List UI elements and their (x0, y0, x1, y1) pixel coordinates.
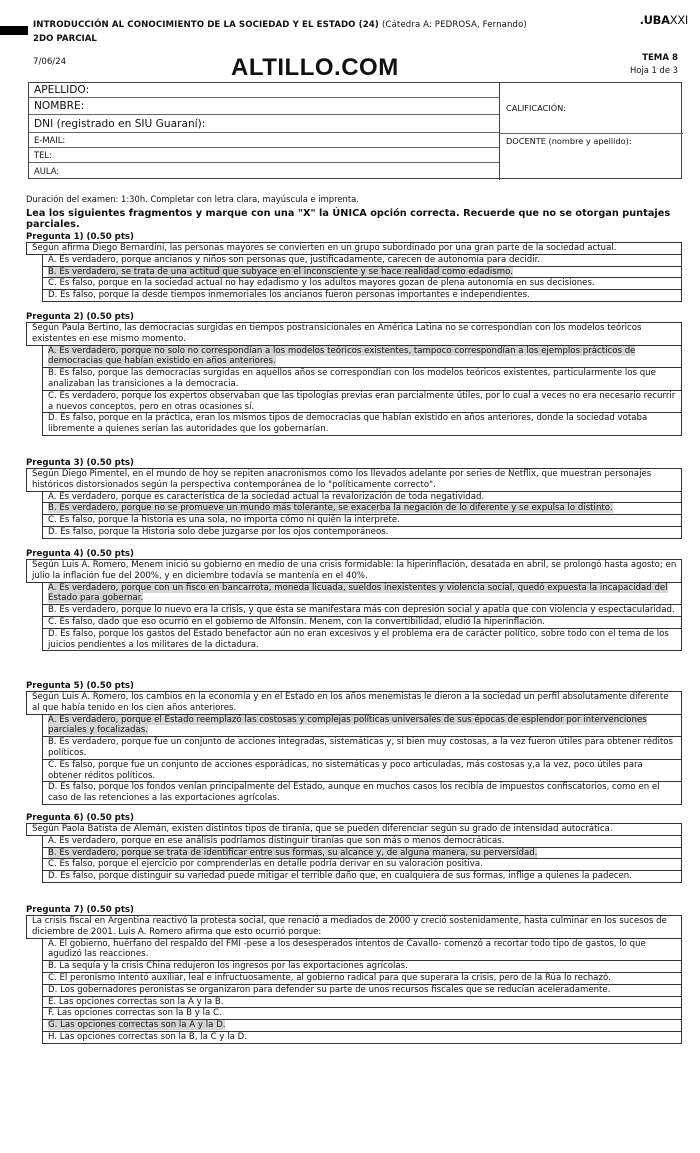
answer-option-text: C. Es verdadero, porque los expertos observaban que las tipologías previas eran parcialmente útiles, por lo cual a veces no era necesario recurrir a nuevos conceptos, pero en otras ocasiones sí. (48, 390, 676, 412)
answer-option-text: C. El peronismo intentó auxiliar, leal e infructuosamente, al gobierno radical para que superara la crisis, pero de la Rúa lo rechazó. (48, 972, 611, 983)
answer-option-text: G. Las opciones correctas son la A y la D. (48, 1020, 226, 1031)
answer-option-text: A. Es verdadero, porque es característica de la sociedad actual la revalorización de toda negatividad. (48, 491, 485, 502)
answer-option-text: F. Las opciones correctas son la B y la C. (48, 1008, 222, 1019)
question-stem: La crisis fiscal en Argentina reactivó la protesta social, que renació a mediados de 2000 y creció sostenidamente, hasta culminar en los sucesos de diciembre de 2001. Luis A. Romero afirma que esto ocurrió porque: (26, 916, 682, 939)
answer-option[interactable] (43, 782, 681, 805)
answer-option-text: C. Es falso, porque fue un conjunto de acciones esporádicas, no sistemáticas y poco articuladas, más costosas y,a la vez, poco útiles para obtener réditos políticos. (48, 759, 643, 781)
question-title: Pregunta 7) (0.50 pts) (26, 905, 682, 916)
answer-option-text: D. Los gobernadores peronistas se organizaron para defender su parte de unos recursos fiscales que se reducían aceleradamente. (48, 984, 611, 995)
answer-option[interactable] (43, 267, 681, 279)
docente-label: DOCENTE (nombre y apellido): (506, 136, 632, 146)
answer-option-text: D. Es falso, porque la desde tiempos inmemoriales los ancianos fueron personas importantes e independientes. (48, 290, 530, 301)
answer-option-text: D. Es falso, porque los gastos del Estado benefactor aún no eran excesivos y el problema era de carácter político, sobre todo con el tema de los juicios pendientes a los militares de la dictadura. (48, 628, 669, 650)
watermark-title: ALTILLO.COM (231, 54, 399, 81)
course-title: INTRODUCCIÓN AL CONOCIMIENTO DE LA SOCIEDAD Y EL ESTADO (24) (Cátedra A: PEDROSA, Fernando) (33, 20, 527, 30)
question-1 (26, 232, 682, 302)
options-list (42, 836, 682, 883)
answer-option[interactable] (43, 871, 681, 883)
exam-type: 2DO PARCIAL (33, 34, 97, 44)
answer-option[interactable] (43, 492, 681, 504)
question-title: Pregunta 6) (0.50 pts) (26, 813, 682, 824)
options-list (42, 715, 682, 805)
answer-option[interactable] (43, 961, 681, 973)
answer-option[interactable] (43, 836, 681, 848)
student-info-form (28, 82, 682, 179)
options-list (42, 346, 682, 436)
answer-option[interactable] (43, 859, 681, 871)
options-list (42, 255, 682, 302)
answer-option-text: C. Es falso, porque el ejercicio por comprenderlas en detalle podría derivar en su valoración positiva. (48, 859, 483, 870)
uba-xxi-logo: .UBAXXI (639, 13, 688, 27)
question-7 (26, 905, 682, 1044)
answer-option-text: A. El gobierno, huérfano del respaldo del FMI -pese a los desesperados intentos de Cavallo- comenzó a recortar todo tipo de gastos, lo que agudizó las reacciones. (48, 938, 646, 960)
question-stem: Según Paola Batista de Alemán, existen distintos tipos de tiranía, que se pueden diferenciar según su grado de intensidad autocrática. (26, 824, 682, 836)
question-stem: Según Luis A. Romero, Menem inició su gobierno en medio de una crisis formidable: la hiperinflación, desatada en abril, se prolongó hasta agosto; en julio la inflación fue del 200%, y en diciembre todavía se mantenía en el 40%. (26, 560, 682, 583)
answer-option-text: A. Es verdadero, porque ancianos y niños son personas que, justificadamente, carecen de autonomía para decidir. (48, 254, 541, 265)
answer-option[interactable] (43, 985, 681, 997)
options-list (42, 492, 682, 539)
answer-option-text: A. Es verdadero, porque con un fisco en bancarrota, moneda licuada, sueldos inexistentes y violencia social, quedó expuesta la incapacidad del Estado para gobernar. (48, 582, 668, 604)
answer-option-text: E. Las opciones correctas son la A y la B. (48, 996, 224, 1007)
answer-option-text: B. Es verdadero, porque fue un conjunto de acciones integradas, sistemáticas y, si bien muy costosas, a la vez fueron útiles para obtener réditos políticos. (48, 737, 673, 758)
tel-field[interactable]: TEL: (29, 148, 499, 163)
question-2 (26, 312, 682, 436)
answer-option[interactable] (43, 848, 681, 860)
answer-option-text: D. Es falso, porque la Historia solo debe juzgarse por los ojos contemporáneos. (48, 526, 389, 537)
answer-option-text: B. La sequía y la crisis China redujeron los ingresos por las exportaciones agrícolas. (48, 961, 408, 972)
question-3 (26, 458, 682, 539)
answer-option[interactable] (43, 515, 681, 527)
answer-option[interactable] (43, 939, 681, 962)
answer-option-text: B. Es falso, porque las democracias surgidas en aquellos años se correspondían con los modelos teóricos existentes, particularmente los que analizaban las transiciones a la democracia. (48, 368, 656, 389)
answer-option-text: D. Es falso, porque los fondos venían principalmente del Estado, aunque en muchos casos los recibía de impuestos confiscatorios, como en el caso de las retenciones a las exportaciones agrícolas. (48, 782, 660, 804)
answer-option-text: C. Es falso, porque la historia es una sola, no importa cómo ni quién la interprete. (48, 515, 400, 526)
question-6 (26, 813, 682, 883)
page-indicator: Hoja 1 de 3 (630, 65, 678, 75)
answer-option-text: D. Es falso, porque en la práctica, eran los mismos tipos de democracias que habían existido en años anteriores, donde la sociedad votaba libremente a quienes serían las autoridades que los gobernarían. (48, 413, 648, 435)
answer-option-text: C. Es falso, porque en la sociedad actual no hay edadismo y los adultos mayores gozan de plena autonomía en sus decisiones. (48, 278, 595, 289)
options-list (42, 583, 682, 652)
email-field[interactable]: E-MAIL: (29, 133, 499, 148)
aula-field[interactable]: AULA: (34, 166, 60, 176)
instructions: Lea los siguientes fragmentos y marque con una "X" la ÚNICA opción correcta. Recuerde que no se otorgan puntajes parciales. (26, 208, 671, 230)
form-divider (499, 83, 500, 180)
answer-option-text: A. Es verdadero, porque el Estado reemplazó las costosas y complejas políticas universales de sus épocas de esplendor por intervenciones parciales y focalizadas. (48, 714, 647, 736)
answer-option-text: B. Es verdadero, porque lo nuevo era la crisis, y que ésta se manifestara más con depresión social y apatía que con violencia y espectacularidad. (48, 605, 675, 616)
answer-option[interactable] (43, 760, 681, 783)
answer-option-text: B. Es verdadero, porque se trata de identificar entre sus formas, su alcance y, de alguna manera, su perversidad. (48, 847, 538, 858)
answer-option[interactable] (43, 629, 681, 652)
question-4 (26, 549, 682, 651)
answer-option-text: B. Es verdadero, porque no se promueve un mundo más tolerante, se exacerba la negación de lo diferente y se expulsa lo distinto. (48, 503, 613, 514)
answer-option-text: C. Es falso, dado que eso ocurrió en el gobierno de Alfonsín. Menem, con la convertibilidad, eludió la hiperinflación. (48, 616, 545, 627)
answer-option[interactable] (43, 583, 681, 606)
question-title: Pregunta 3) (0.50 pts) (26, 458, 682, 469)
answer-option[interactable] (43, 997, 681, 1009)
tema-label: TEMA 8 (642, 53, 678, 63)
answer-option[interactable] (43, 715, 681, 738)
catedra: (Cátedra A: PEDROSA, Fernando) (381, 20, 527, 30)
answer-option[interactable] (43, 368, 681, 391)
nombre-field[interactable]: NOMBRE: (29, 98, 499, 115)
question-title: Pregunta 5) (0.50 pts) (26, 681, 682, 692)
answer-option[interactable] (43, 617, 681, 629)
answer-option[interactable] (43, 278, 681, 290)
answer-option-text: A. Es verdadero, porque no solo no correspondían a los modelos teóricos existentes, tampoco correspondían a los ejemplos prácticos de democracias que habían existido en años anteriores. (48, 345, 636, 367)
answer-option[interactable] (43, 605, 681, 617)
question-title: Pregunta 2) (0.50 pts) (26, 312, 682, 323)
duration-note: Duración del examen: 1:30h. Completar con letra clara, mayúscula e imprenta. (26, 194, 359, 204)
answer-option[interactable] (43, 973, 681, 985)
answer-option-text: D. Es falso, porque distinguir su variedad puede mitigar el terrible daño que, en cualquiera de sus formas, inflige a quienes la padecen. (48, 871, 632, 882)
question-5 (26, 681, 682, 805)
answer-option-text: B. Es verdadero, se trata de una actitud que subyace en el inconsciente y se hace realidad como edadismo. (48, 266, 513, 277)
answer-option-text: A. Es verdadero, porque en ese análisis podríamos distinguir tiranías que son más o menos democráticas. (48, 835, 505, 846)
options-list (42, 939, 682, 1044)
black-margin-bar (0, 26, 28, 35)
answer-option[interactable] (43, 737, 681, 760)
answer-option[interactable] (43, 290, 681, 302)
question-stem: Según Diego Pimentel, en el mundo de hoy se repiten anacronismos como los llevados adelante por series de Netflix, que muestran personajes históricos distorsionados según la perspectiva contemporánea de lo "políticamente correcto". (26, 469, 682, 492)
apellido-field[interactable]: APELLIDO: (29, 83, 499, 98)
answer-option[interactable] (43, 413, 681, 436)
answer-option[interactable] (43, 527, 681, 539)
answer-option[interactable] (43, 1020, 681, 1032)
answer-option[interactable] (43, 346, 681, 369)
answer-option[interactable] (43, 503, 681, 515)
question-stem: Según afirma Diego Bernardini, las personas mayores se convierten en un grupo subordinado por una gran parte de la sociedad actual. (26, 243, 682, 255)
question-title: Pregunta 4) (0.50 pts) (26, 549, 682, 560)
answer-option[interactable] (43, 391, 681, 414)
form-divider-h (499, 133, 683, 134)
question-stem: Según Luis A. Romero, los cambios en la economía y en el Estado en los años menemistas le dieron a la sociedad un perfil absolutamente diferente al que había tenido en los cien años anteriores. (26, 692, 682, 715)
question-title: Pregunta 1) (0.50 pts) (26, 232, 682, 243)
calificacion-label: CALIFICACIÓN: (506, 103, 567, 113)
exam-date: 7/06/24 (33, 57, 67, 67)
question-stem: Según Paula Bertino, las democracias surgidas en tiempos postransicionales en América Latina no se correspondían con los modelos teóricos existentes en ese mismo momento. (26, 323, 682, 346)
answer-option-text: H. Las opciones correctas son la B, la C y la D. (48, 1031, 247, 1042)
answer-option[interactable] (43, 1032, 681, 1044)
dni-field[interactable]: DNI (registrado en SIU Guaraní): (29, 115, 499, 133)
answer-option[interactable] (43, 255, 681, 267)
answer-option[interactable] (43, 1008, 681, 1020)
